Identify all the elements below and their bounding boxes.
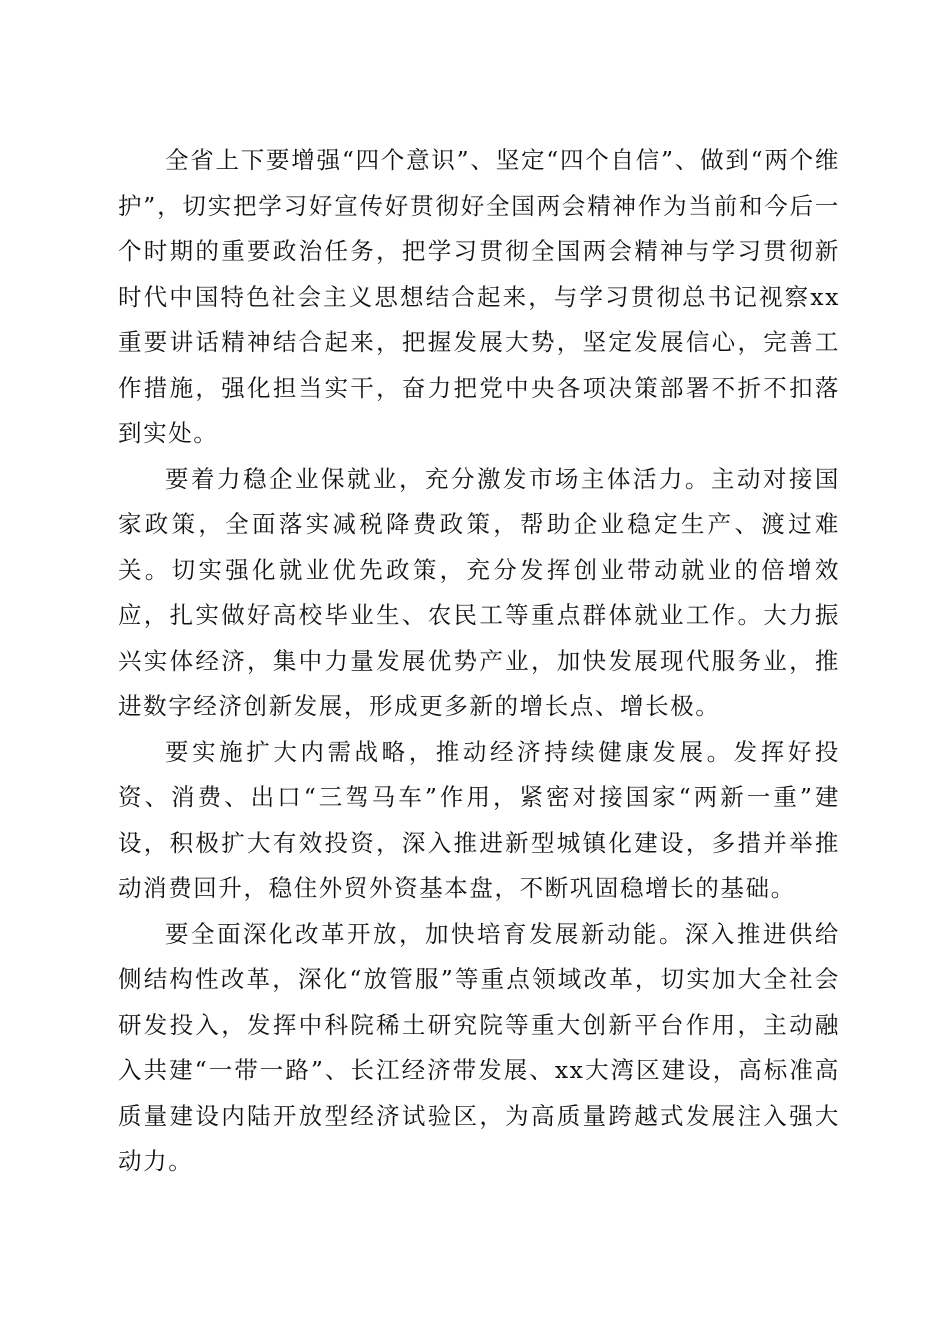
paragraph-2: 要着力稳企业保就业，充分激发市场主体活力。主动对接国家政策，全面落实减税降费政策，帮助企业稳定生产、渡过难关。切实强化就业优先政策，充分发挥创业带动就业的倍增效应，扎实做好高校毕业生、农民工等重点群体就业工作。大力振兴实体经济，集中力量发展优势产业，加快发展现代服务业，推进数字经济创新发展，形成更多新的增长点、增长极。 xyxy=(118,464,840,720)
document-body xyxy=(118,138,840,1185)
paragraph-1: 全省上下要增强“四个意识”、坚定“四个自信”、做到“两个维护”，切实把学习好宣传好贯彻好全国两会精神作为当前和今后一个时期的重要政治任务，把学习贯彻全国两会精神与学习贯彻新时代中国特色社会主义思想结合起来，与学习贯彻总书记视察xx重要讲话精神结合起来，把握发展大势，坚定发展信心，完善工作措施，强化担当实干，奋力把党中央各项决策部署不折不扣落到实处。 xyxy=(118,146,840,447)
paragraph-4: 要全面深化改革开放，加快培育发展新动能。深入推进供给侧结构性改革，深化“放管服”等重点领域改革，切实加大全社会研发投入，发挥中科院稀土研究院等重大创新平台作用，主动融入共建“一带一路”、长江经济带发展、xx大湾区建设，高标准高质量建设内陆开放型经济试验区，为高质量跨越式发展注入强大动力。 xyxy=(118,919,840,1175)
paragraph-3: 要实施扩大内需战略，推动经济持续健康发展。发挥好投资、消费、出口“三驾马车”作用，紧密对接国家“两新一重”建设，积极扩大有效投资，深入推进新型城镇化建设，多措并举推动消费回升，稳住外贸外资基本盘，不断巩固稳增长的基础。 xyxy=(118,737,840,902)
